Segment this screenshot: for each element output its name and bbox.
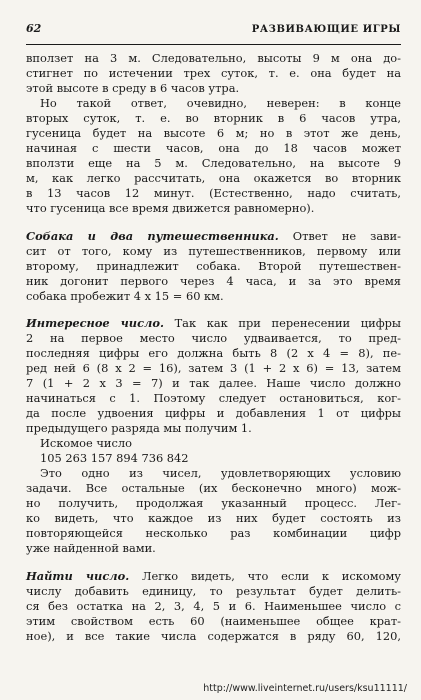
paragraph-gap (26, 557, 401, 569)
text-line: ное), и все такие числа содержатся в ряду 60, 120, (26, 628, 401, 643)
section-heading-find: Найти число. (26, 568, 130, 583)
text-line: ко видеть, что каждое из них будет состоять из (26, 511, 401, 526)
text-line: Это одно из чисел, удовлетворяющих условию (40, 466, 401, 481)
sought-number-label: Искомое число (40, 436, 132, 451)
text-line: повторяющейся несколько раз комбинации цифр (26, 526, 401, 541)
section-first-line (26, 229, 401, 244)
text-line: но получить, продолжая указанный процесс. Лег- (26, 496, 401, 511)
page-body (26, 51, 401, 644)
text-line: вползет на 3 м. Следовательно, высоты 9 м она до- (26, 51, 401, 65)
page-number: 62 (26, 22, 42, 35)
text-line: гусеница будет на высоте 6 м; но в этот же день, (26, 126, 401, 141)
text-fragment: Ответ не зави- (292, 228, 401, 243)
text-line: ся без остатка на 2, 3, 4, 5 и 6. Наименьшее число с (26, 598, 401, 613)
text-line: сит от того, кому из путешественников, первому или (26, 243, 401, 258)
text-line: этой высоте в среду в 6 часов утра. (26, 81, 240, 96)
section-first-line (26, 316, 401, 331)
text-line: ник догонит первого через 4 часа, и за это время (26, 273, 401, 288)
text-line: начинаться с 1. Поэтому следует остановиться, ког- (26, 390, 401, 405)
page-header (26, 22, 401, 45)
text-line: уже найденной вами. (26, 541, 156, 556)
text-line: 7 (1 + 2 х 3 = 7) и так далее. Наше число должно (26, 375, 401, 390)
text-line: начиная с шести часов, она до 18 часов может (26, 141, 401, 156)
text-line: задачи. Все остальные (их бесконечно много) мож- (26, 481, 401, 496)
text-line: да после удвоения цифры и добавления 1 от цифры (26, 406, 401, 421)
text-line: Но такой ответ, очевидно, неверен: в конце (40, 96, 401, 111)
text-line: второму, принадлежит собака. Второй путешествен- (26, 258, 401, 273)
text-fragment: Легко видеть, что если к искомому (141, 568, 402, 583)
text-line: собака пробежит 4 х 15 = 60 км. (26, 288, 224, 303)
text-line: предыдущего разряда мы получим 1. (26, 421, 252, 436)
text-line: стигнет по истечении трех суток, т. е. она будет на (26, 66, 401, 81)
paragraph-gap (26, 304, 401, 316)
text-line: вторых суток, т. е. во вторник в 6 часов утра, (26, 111, 401, 126)
text-line: ред ней 6 (8 х 2 = 16), затем 3 (1 + 2 х 6) = 13, затем (26, 360, 401, 375)
footer-url: http://www.liveinternet.ru/users/ksu11111/ (203, 683, 407, 694)
section-heading-number: Интересное число. (26, 315, 164, 330)
text-line: м, как легко рассчитать, она окажется во вторник (26, 171, 401, 186)
running-head: РАЗВИВАЮЩИЕ ИГРЫ (251, 24, 401, 35)
paragraph-gap (26, 217, 401, 229)
text-line: числу добавить единицу, то результат будет делить- (26, 583, 401, 598)
text-line: последняя цифры его должна быть 8 (2 х 4 = 8), пе- (26, 345, 401, 360)
text-line: 2 на первое место число удваивается, то пред- (26, 330, 401, 345)
sought-number-value: 105 263 157 894 736 842 (40, 451, 189, 466)
text-line: в 13 часов 12 минут. (Естественно, надо считать, (26, 186, 401, 201)
section-first-line (26, 569, 401, 584)
text-line: вползти еще на 5 м. Следовательно, на высоте 9 (26, 156, 401, 171)
text-line: что гусеница все время движется равномерно). (26, 201, 315, 216)
section-heading-dog: Собака и два путешественника. (26, 228, 279, 243)
text-line: этим свойством есть 60 (наименьшее общее крат- (26, 613, 401, 628)
text-fragment: Так как при перенесении цифры (174, 315, 401, 330)
